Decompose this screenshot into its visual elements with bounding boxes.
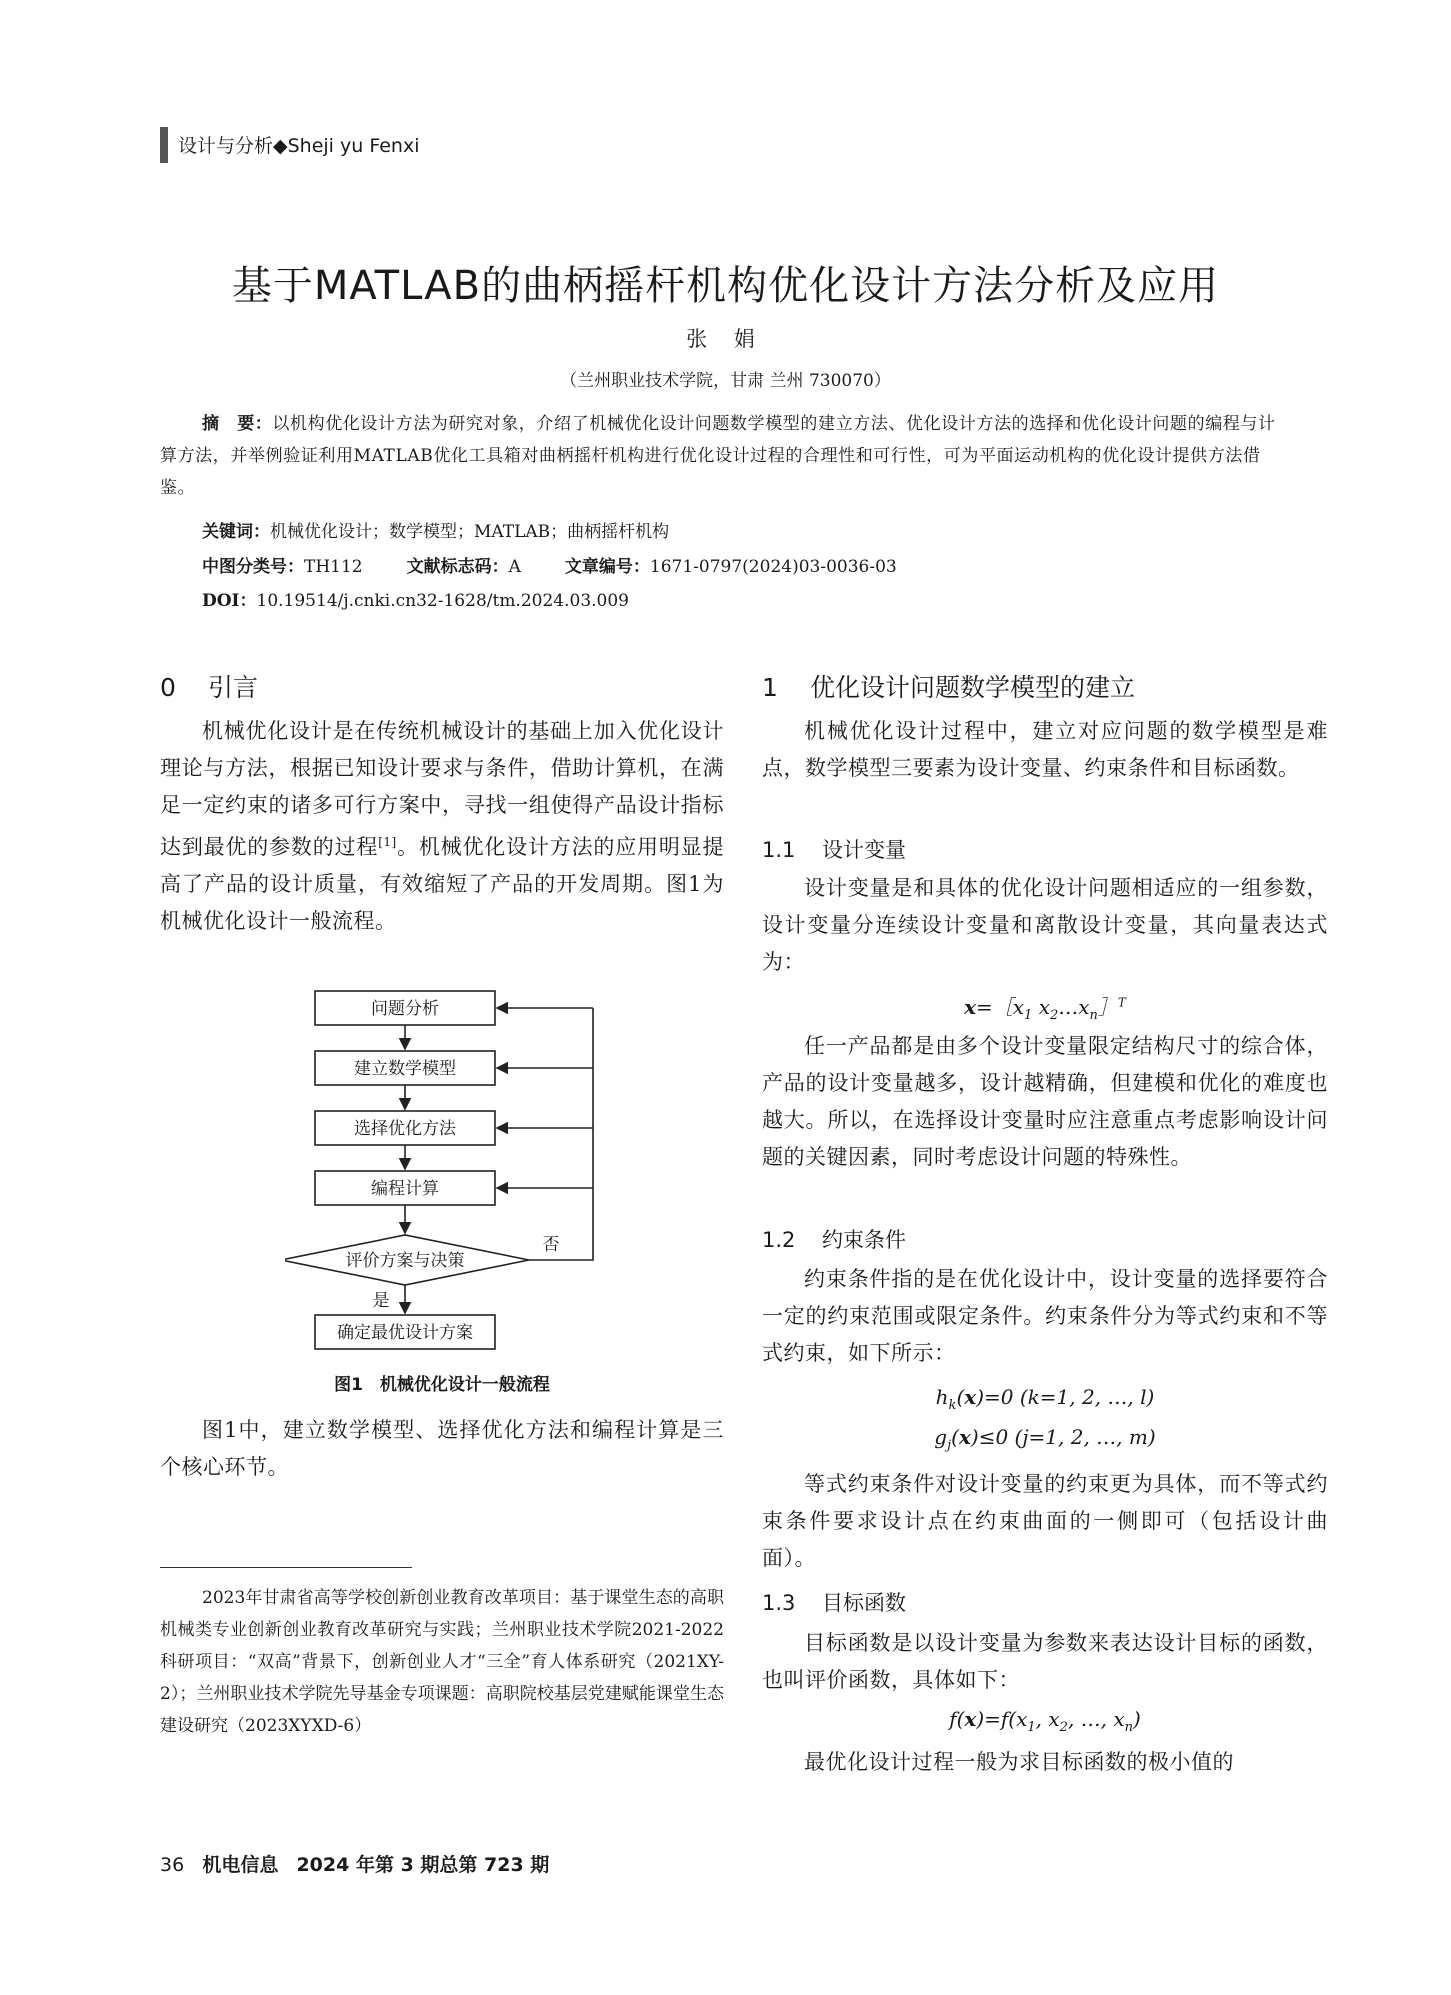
equation-objective-function: $f(x)=f(x_1$, $x_2$, …, $x_n$) — [949, 1707, 1141, 1735]
flow-label-no: 否 — [542, 1235, 560, 1255]
keywords-label: 关键词： — [202, 522, 270, 542]
journal-name: 机电信息 — [202, 1854, 279, 1876]
subsection-1-2-title: 约束条件 — [822, 1228, 906, 1252]
section-0-title: 引言 — [208, 673, 259, 702]
footnote: 2023年甘肃省高等学校创新创业教育改革项目：基于课堂生态的高职机械类专业创新创业教育改革研究与实践；兰州职业技术学院2021-2022科研项目：“双高”背景下，创新创业人才“三全”育人体系研究（2021XY-2）；兰州职业技术学院先导基金专项课题：高职院校基层党建赋能课堂生态建设研究（2023XYXD-6） — [160, 1588, 724, 1736]
subsection-1-3-heading — [762, 1587, 906, 1617]
flow-label-yes: 是 — [372, 1291, 390, 1311]
classification-row — [202, 552, 897, 577]
subsection-1-3-para-2: 最优化设计过程一般为求目标函数的极小值的 — [804, 1750, 1234, 1774]
paper-affiliation: （兰州职业技术学院，甘肃 兰州 730070） — [560, 371, 891, 391]
abstract-label: 摘 要： — [202, 414, 273, 434]
article-no-value: 1671-0797(2024)03-0036-03 — [649, 557, 897, 577]
section-0-number: 0 — [160, 673, 176, 702]
subsection-1-1-heading — [762, 834, 906, 864]
clc-value: TH112 — [304, 557, 363, 577]
doc-code-label: 文献标志码： — [406, 557, 509, 577]
equation-design-vector: $x=[x_1$ $x_2\dots x_n]^T$ — [964, 995, 1126, 1023]
keywords-text: 机械优化设计；数学模型；MATLAB；曲柄摇杆机构 — [270, 522, 670, 542]
figure-caption: 图1 机械优化设计一般流程 — [334, 1375, 550, 1395]
footnote-rule — [160, 1567, 412, 1568]
journal-issue: 2024 年第 3 期总第 723 期 — [296, 1854, 550, 1876]
flow-label-3: 选择优化方法 — [354, 1119, 456, 1139]
flow-label-2: 建立数学模型 — [354, 1059, 456, 1079]
page-number: 36 — [160, 1854, 185, 1876]
subsection-1-2-para-1: 约束条件指的是在优化设计中，设计变量的选择要符合一定的约束范围或限定条件。约束条件分为等式约束和不等式约束，如下所示： — [762, 1267, 1328, 1365]
section-tag: 设计与分析◆Sheji yu Fenxi — [178, 135, 420, 157]
section-1-title: 优化设计问题数学模型的建立 — [810, 673, 1136, 702]
equation-equality-constraint: $h_k(x)=0$ (k=1, 2, …, l) — [935, 1385, 1155, 1413]
subsection-1-2-number: 1.2 — [762, 1228, 796, 1252]
subsection-1-3-para-1: 目标函数是以设计变量为参数来表达设计目标的函数，也叫评价函数，具体如下： — [762, 1631, 1328, 1692]
doc-code-value: A — [508, 557, 521, 577]
section-1-intro: 机械优化设计过程中，建立对应问题的数学模型是难点，数学模型三要素为设计变量、约束条件和目标函数。 — [762, 719, 1328, 780]
flow-label-decision: 评价方案与决策 — [345, 1251, 465, 1271]
paper-title: 基于MATLAB的曲柄摇杆机构优化设计方法分析及应用 — [231, 263, 1220, 309]
flow-label-1: 问题分析 — [371, 999, 439, 1019]
paper-author: 张 娟 — [686, 327, 765, 351]
flowchart-figure — [285, 985, 605, 1365]
subsection-1-1-para-2: 任一产品都是由多个设计变量限定结构尺寸的综合体，产品的设计变量越多，设计越精确，但建模和优化的难度也越大。所以，在选择设计变量时应注意重点考虑影响设计问题的关键因素，同时考虑设计问题的特殊性。 — [762, 1034, 1328, 1169]
flow-label-4: 编程计算 — [371, 1179, 439, 1199]
subsection-1-3-title: 目标函数 — [822, 1591, 906, 1615]
intro-paragraph-2: 图1中，建立数学模型、选择优化方法和编程计算是三个核心环节。 — [160, 1418, 724, 1479]
subsection-1-3-number: 1.3 — [762, 1591, 796, 1615]
subsection-1-1-number: 1.1 — [762, 838, 796, 862]
subsection-1-1-title: 设计变量 — [822, 838, 906, 862]
section-1-number: 1 — [762, 673, 778, 702]
abstract — [160, 408, 1292, 504]
clc-label: 中图分类号： — [202, 557, 304, 577]
citation-ref: [1] — [378, 835, 397, 849]
intro-paragraph — [160, 713, 724, 940]
doi-value: 10.19514/j.cnki.cn32-1628/tm.2024.03.009 — [256, 591, 629, 611]
section-1-heading — [762, 668, 1135, 704]
subsection-1-2-heading — [762, 1224, 906, 1254]
page-footer — [160, 1850, 549, 1877]
article-no-label: 文章编号： — [564, 557, 650, 577]
abstract-text: 以机构优化设计方法为研究对象，介绍了机械优化设计问题数学模型的建立方法、优化设计方法的选择和优化设计问题的编程与计算方法，并举例验证利用MATLAB优化工具箱对曲柄摇杆机构进行优化设计过程的合理性和可行性，可为平面运动机构的优化设计提供方法借鉴。 — [160, 414, 1276, 498]
intro-text-a: 机械优化设计是在传统机械设计的基础上加入优化设计理论与方法，根据已知设计要求与条件，借助计算机，在满足一定约束的诸多可行方案中，寻找一组使得产品设计指标达到最优的参数的过程 — [160, 719, 724, 859]
keywords-row — [202, 517, 669, 542]
section-tag-bar — [160, 127, 168, 163]
doi-row — [202, 586, 629, 611]
subsection-1-2-para-2: 等式约束条件对设计变量的约束更为具体，而不等式约束条件要求设计点在约束曲面的一侧即可（包括设计曲面）。 — [762, 1472, 1328, 1570]
subsection-1-1-para-1: 设计变量是和具体的优化设计问题相适应的一组参数，设计变量分连续设计变量和离散设计变量，其向量表达式为： — [762, 876, 1328, 974]
section-0-heading — [160, 668, 258, 704]
doi-label: DOI： — [202, 591, 257, 611]
equation-inequality-constraint: $g_j(x)\le 0$ (j=1, 2, …, m) — [934, 1425, 1156, 1453]
intro-text-b: 。机械优化设计方法的应用明显提高了产品的设计质量，有效缩短了产品的开发周期。图1为机械优化设计一般流程。 — [160, 835, 725, 933]
flow-label-5: 确定最优设计方案 — [337, 1323, 473, 1343]
